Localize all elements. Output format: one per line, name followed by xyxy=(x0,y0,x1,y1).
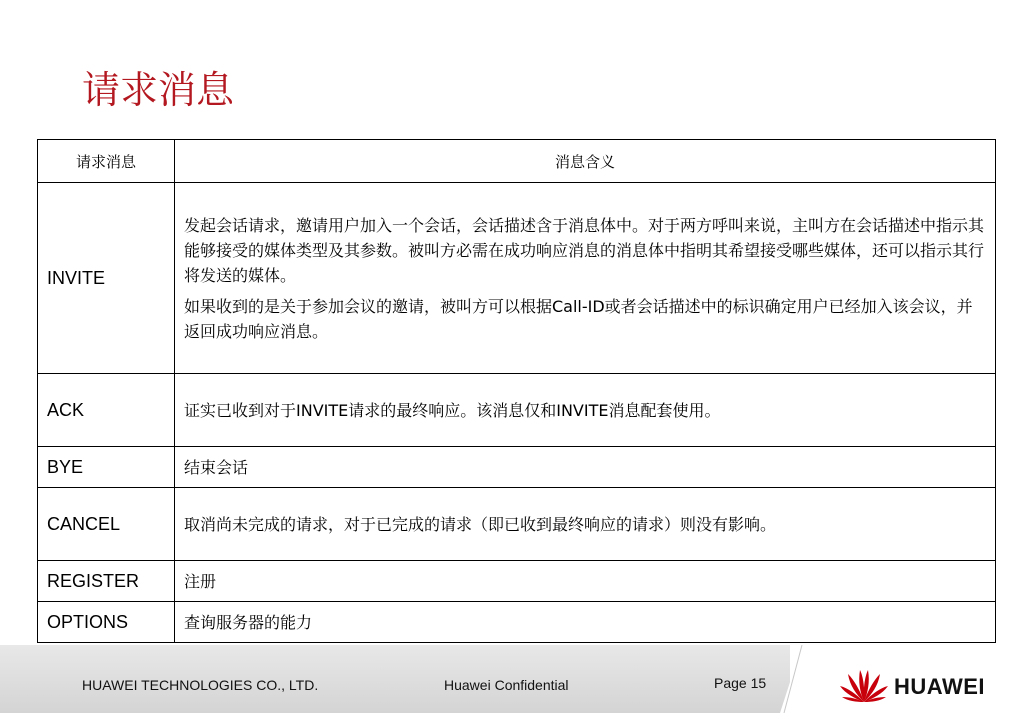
row-meaning-bye: 结束会话 xyxy=(175,447,996,488)
invite-meaning-paragraph-2: 如果收到的是关于参加会议的邀请，被叫方可以根据Call-ID或者会话描述中的标识确定用户已经加入该会议，并返回成功响应消息。 xyxy=(184,296,973,341)
row-command-options: OPTIONS xyxy=(38,602,175,643)
table-row xyxy=(38,488,996,561)
huawei-logo-text: HUAWEI xyxy=(894,674,985,699)
table-row xyxy=(38,374,996,447)
row-meaning-register: 注册 xyxy=(175,561,996,602)
row-command-cancel: CANCEL xyxy=(38,488,175,561)
row-command-bye: BYE xyxy=(38,447,175,488)
huawei-logo-icon xyxy=(838,664,890,704)
row-command-register: REGISTER xyxy=(38,561,175,602)
row-command-ack: ACK xyxy=(38,374,175,447)
slide-title: 请求消息 xyxy=(82,68,235,112)
request-message-table xyxy=(37,139,996,643)
row-meaning-cancel: 取消尚未完成的请求，对于已完成的请求（即已收到最终响应的请求）则没有影响。 xyxy=(175,488,996,561)
row-meaning-ack: 证实已收到对于INVITE请求的最终响应。该消息仅和INVITE消息配套使用。 xyxy=(175,374,996,447)
table-row xyxy=(38,561,996,602)
footer-page-number: Page 15 xyxy=(714,675,767,691)
table-row xyxy=(38,447,996,488)
table-row xyxy=(38,183,996,374)
table-row xyxy=(38,602,996,643)
row-meaning-options: 查询服务器的能力 xyxy=(175,602,996,643)
footer-divider-slash xyxy=(780,645,820,713)
row-meaning-invite xyxy=(175,183,996,374)
table-header-row xyxy=(38,140,996,183)
header-request-message: 请求消息 xyxy=(38,140,175,183)
invite-meaning-paragraph-1: 发起会话请求，邀请用户加入一个会话，会话描述含于消息体中。对于两方呼叫来说，主叫方在会话描述中指示其能够接受的媒体类型及其参数。被叫方必需在成功响应消息的消息体中指明其希望接受哪些媒体，还可以指示其行将发送的媒体。 xyxy=(184,215,985,285)
footer-company-name: HUAWEI TECHNOLOGIES CO., LTD. xyxy=(82,677,319,693)
footer-confidential-label: Huawei Confidential xyxy=(444,677,569,693)
header-message-meaning: 消息含义 xyxy=(175,140,996,183)
row-command-invite: INVITE xyxy=(38,183,175,374)
